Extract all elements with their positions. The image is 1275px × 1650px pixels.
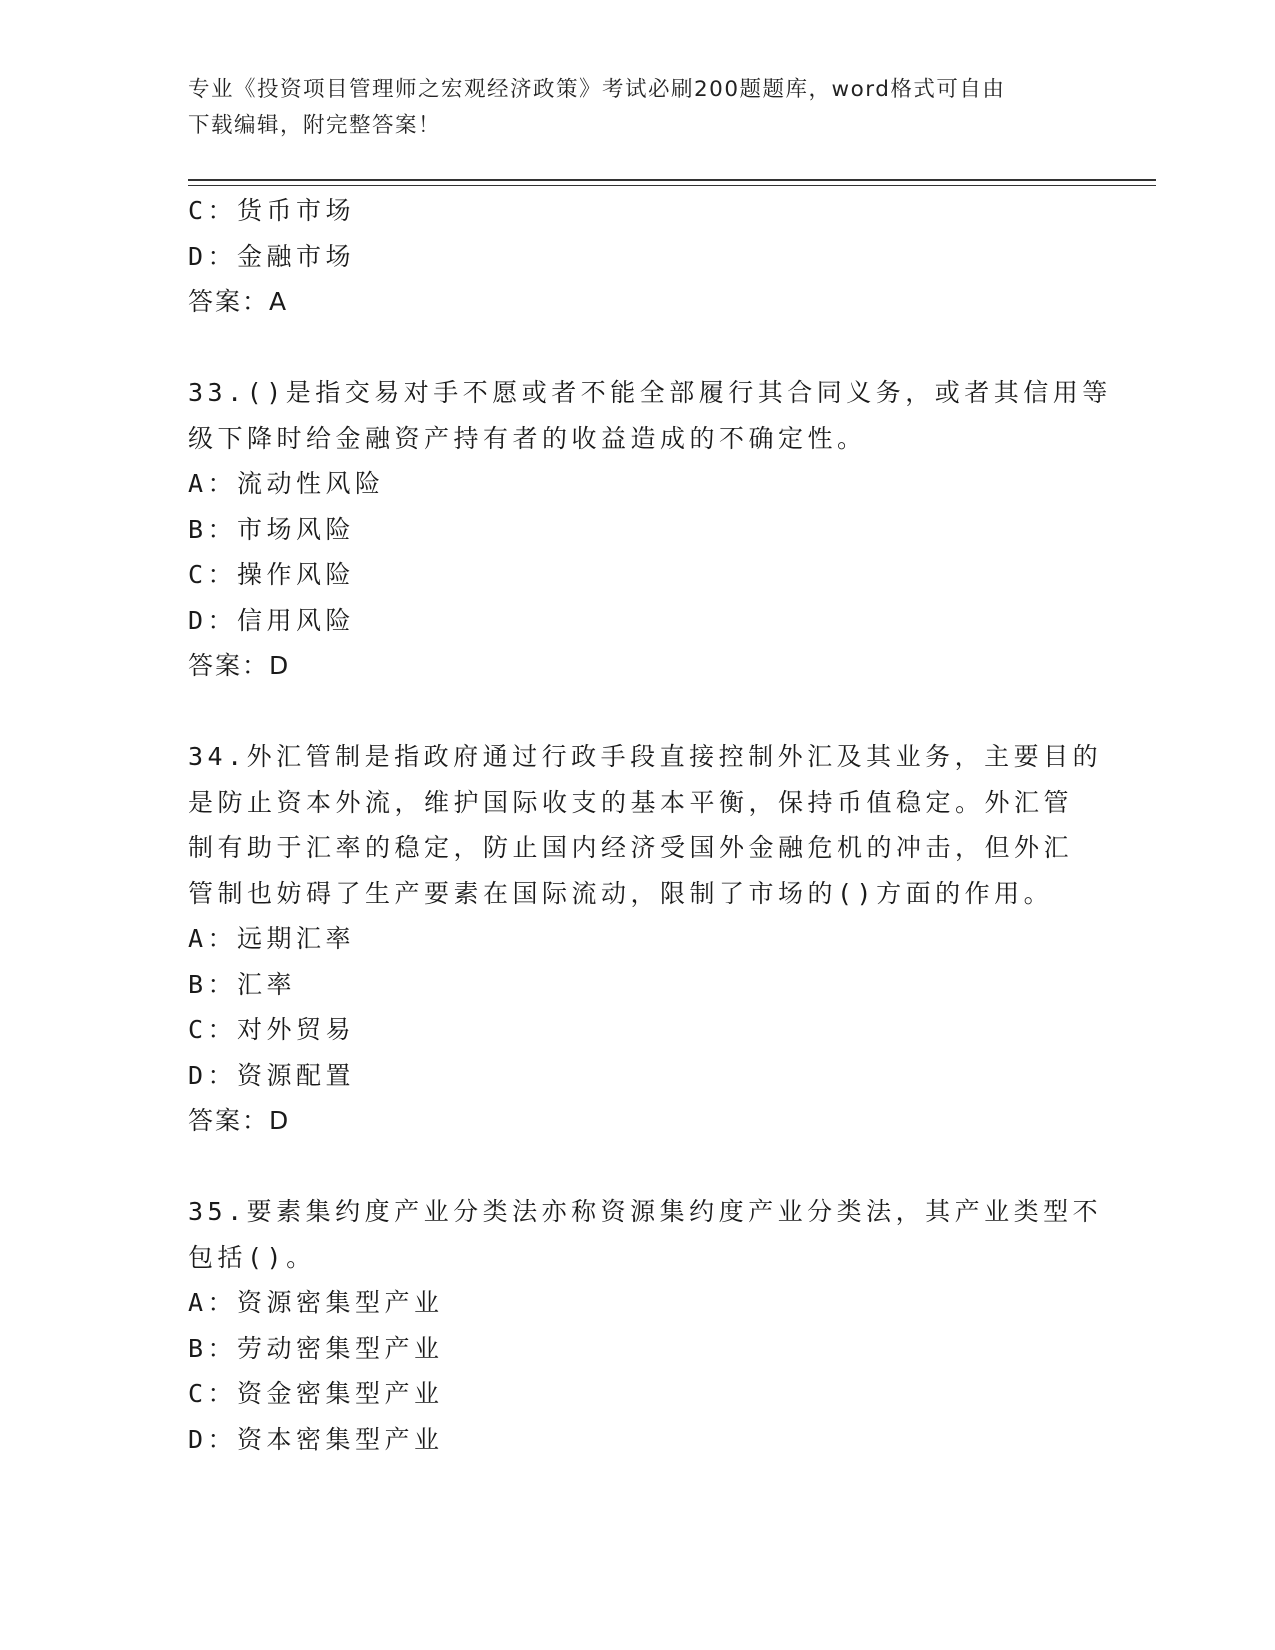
question-text: 34.外汇管制是指政府通过行政手段直接控制外汇及其业务，主要目的 bbox=[188, 742, 1103, 771]
question-text: 是防止资本外流，维护国际收支的基本平衡，保持币值稳定。外汇管 bbox=[188, 787, 1074, 817]
header-line-2: 下载编辑，附完整答案！ bbox=[188, 113, 442, 138]
option-b: B：市场风险 bbox=[188, 514, 356, 544]
question-text: 级下降时给金融资产持有者的收益造成的不确定性。 bbox=[188, 423, 867, 453]
question-text: 制有助于汇率的稳定，防止国内经济受国外金融危机的冲击，但外汇 bbox=[188, 833, 1074, 862]
answer-line: 答案：D bbox=[188, 651, 291, 680]
question-32-continued bbox=[188, 188, 1088, 325]
question-34 bbox=[188, 734, 1103, 1144]
option-a: A：资源密集型产业 bbox=[188, 1288, 444, 1317]
option-d: D：资本密集型产业 bbox=[188, 1424, 444, 1454]
header-rule-thick bbox=[188, 179, 1156, 181]
option-d: D：资源配置 bbox=[188, 1060, 356, 1090]
question-text: 33.()是指交易对手不愿或者不能全部履行其合同义务，或者其信用等 bbox=[188, 378, 1112, 407]
option-d: D：金融市场 bbox=[188, 241, 356, 271]
option-a: A：流动性风险 bbox=[188, 469, 385, 498]
answer-line: 答案：A bbox=[188, 287, 289, 316]
question-35 bbox=[188, 1189, 1103, 1462]
header-line-1: 专业《投资项目管理师之宏观经济政策》考试必刷200题题库，word格式可自由 bbox=[188, 77, 1006, 102]
option-c: C：操作风险 bbox=[188, 560, 356, 589]
option-a: A：远期汇率 bbox=[188, 924, 356, 953]
option-d: D：信用风险 bbox=[188, 605, 356, 635]
question-text: 管制也妨碍了生产要素在国际流动，限制了市场的()方面的作用。 bbox=[188, 878, 1054, 908]
header-rule-thin bbox=[188, 185, 1156, 186]
question-text: 包括()。 bbox=[188, 1242, 316, 1272]
document-header bbox=[188, 72, 1088, 144]
option-b: B：汇率 bbox=[188, 969, 297, 999]
option-c: C：对外贸易 bbox=[188, 1015, 356, 1044]
option-c: C：资金密集型产业 bbox=[188, 1379, 444, 1408]
question-text: 35.要素集约度产业分类法亦称资源集约度产业分类法，其产业类型不 bbox=[188, 1197, 1103, 1226]
question-content bbox=[188, 188, 1112, 1462]
option-c: C：货币市场 bbox=[188, 196, 356, 225]
answer-line: 答案：D bbox=[188, 1106, 291, 1135]
option-b: B：劳动密集型产业 bbox=[188, 1333, 444, 1363]
question-33 bbox=[188, 370, 1112, 689]
